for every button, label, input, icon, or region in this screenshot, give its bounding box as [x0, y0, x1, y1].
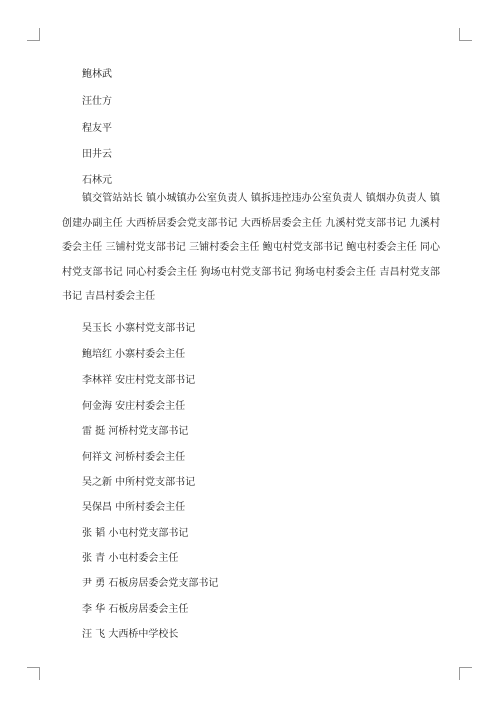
entry-line: 吴之新 中所村党支部书记 [82, 477, 196, 488]
entry-line: 李 华 石板房居委会主任 [82, 604, 189, 615]
crop-mark-top-left [27, 28, 40, 41]
positions-paragraph: 镇交管站站长 镇小城镇办公室负责人 镇拆违控违办公室负责人 镇烟办负责人 镇创建办副主任 大西桥居委会党支部书记 大西桥居委会主任 九溪村党支部书记 九溪村委会主任 三铺村党支部书记 三铺村委会主任 鲍屯村党支部书记 鲍屯村委会主任 同心村党支部书记 同心村委会主任 狗场屯村党支部书记 狗场屯村委会主任 吉昌村党支部书记 吉昌村委会主任 [62, 193, 440, 303]
entry-line: 尹 勇 石板房居委会党支部书记 [82, 578, 219, 589]
name-line: 鲍林武 [82, 69, 112, 80]
entry-line: 吴保昌 中所村委会主任 [82, 502, 186, 513]
entry-line: 吴玉长 小寨村党支部书记 [82, 323, 196, 334]
crop-mark-bottom-right [459, 667, 472, 680]
entry-line: 李林祥 安庄村党支部书记 [82, 375, 196, 386]
entry-line: 何金海 安庄村委会主任 [82, 401, 186, 412]
crop-mark-bottom-left [27, 667, 40, 680]
name-line: 汪仕方 [82, 96, 112, 107]
entry-line: 汪 飞 大西桥中学校长 [82, 629, 179, 640]
name-line: 田井云 [82, 149, 112, 160]
name-line: 程友平 [82, 123, 112, 134]
crop-mark-top-right [459, 28, 472, 41]
name-line: 石林元 [82, 175, 112, 186]
entry-line: 鲍培红 小寨村委会主任 [82, 349, 186, 360]
entry-line: 雷 挺 河桥村党支部书记 [82, 426, 189, 437]
entry-line: 何祥文 河桥村委会主任 [82, 452, 186, 463]
entry-line: 张 韬 小屯村党支部书记 [82, 528, 189, 539]
entry-line: 张 青 小屯村委会主任 [82, 553, 179, 564]
